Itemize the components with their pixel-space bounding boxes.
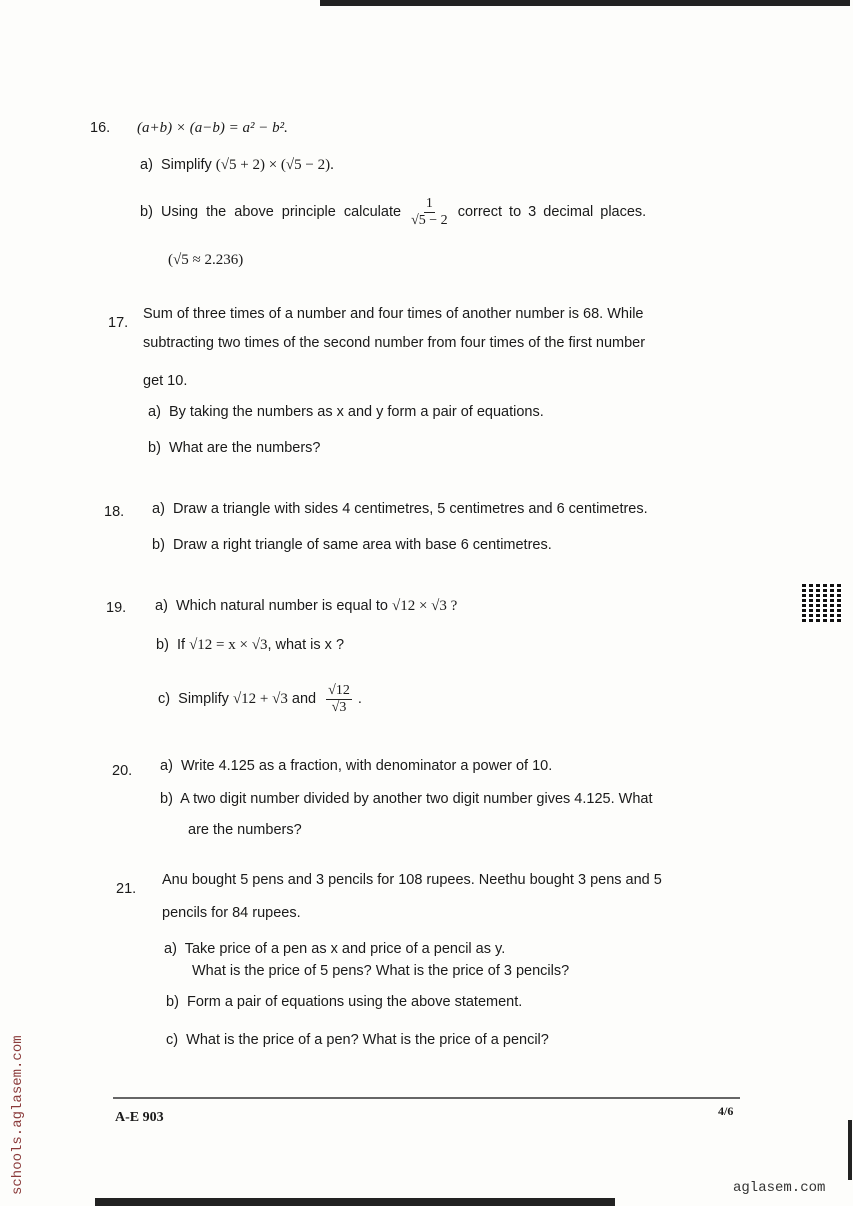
q16-b-text2: correct to 3 decimal places. bbox=[457, 204, 647, 220]
q16-a-label: a) bbox=[140, 157, 153, 173]
fraction-numerator: 1 bbox=[425, 195, 433, 211]
q18-b bbox=[152, 536, 552, 554]
q21-line-1: Anu bought 5 pens and 3 pencils for 108 rupees. Neethu bought 3 pens and 5 bbox=[162, 872, 662, 888]
paper-code: A-E 903 bbox=[115, 1110, 164, 1125]
q17-a-text: By taking the numbers as x and y form a pair of equations. bbox=[168, 404, 544, 420]
q19-c-text: Simplify bbox=[178, 691, 229, 707]
q16-b-label: b) bbox=[140, 204, 153, 220]
q20-number: 20. bbox=[112, 763, 133, 779]
q16-a bbox=[140, 156, 334, 174]
q19-a-label: a) bbox=[155, 598, 168, 614]
q21-a-line-1: Take price of a pen as x and price of a pencil as y. bbox=[184, 941, 506, 957]
q17-b bbox=[148, 439, 321, 457]
side-watermark: schools.aglasem.com bbox=[10, 1035, 26, 1195]
q16-hint: (√5 ≈ 2.236) bbox=[168, 252, 244, 268]
scan-edge-bottom bbox=[95, 1198, 615, 1206]
fraction-denominator: √5 − 2 bbox=[411, 212, 448, 228]
q21-line-2: pencils for 84 rupees. bbox=[162, 905, 301, 921]
q18-b-label: b) bbox=[152, 537, 165, 553]
q16-a-text: Simplify bbox=[160, 157, 212, 173]
q16-number: 16. bbox=[90, 120, 111, 136]
q17-a bbox=[148, 403, 544, 421]
q18-b-text: Draw a right triangle of same area with base 6 centimetres. bbox=[172, 537, 552, 553]
q19-c-end: . bbox=[357, 691, 362, 707]
q19-number: 19. bbox=[106, 600, 127, 616]
qr-code-icon bbox=[802, 582, 842, 622]
q17-line-1: Sum of three times of a number and four times of another number is 68. While bbox=[143, 306, 644, 322]
q21-b bbox=[166, 993, 522, 1011]
q18-number: 18. bbox=[104, 504, 125, 520]
q21-c bbox=[166, 1031, 549, 1049]
q21-a-line-2: What is the price of 5 pens? What is the price of 3 pencils? bbox=[192, 963, 570, 979]
q21-b-text: Form a pair of equations using the above statement. bbox=[186, 994, 523, 1010]
q19-b-label: b) bbox=[156, 637, 169, 653]
q20-b-label: b) bbox=[160, 791, 173, 807]
q19-c-and: and bbox=[291, 691, 317, 707]
q18-a-text: Draw a triangle with sides 4 centimetres, 5 centimetres and 6 centimetres. bbox=[172, 501, 648, 517]
q16-a-math: (√5 + 2) × (√5 − 2). bbox=[215, 157, 334, 173]
q21-a bbox=[164, 940, 505, 958]
q18-a bbox=[152, 500, 648, 518]
q19-a-math: √12 × √3 ? bbox=[391, 598, 458, 614]
q17-b-label: b) bbox=[148, 440, 161, 456]
q21-a-label: a) bbox=[164, 941, 177, 957]
q17-b-text: What are the numbers? bbox=[168, 440, 321, 456]
q17-line-2: subtracting two times of the second number from four times of the first number bbox=[143, 335, 646, 351]
q21-c-text: What is the price of a pen? What is the price of a pencil? bbox=[186, 1032, 549, 1048]
fraction-numerator: √12 bbox=[328, 682, 350, 698]
q21-b-label: b) bbox=[166, 994, 179, 1010]
scan-edge-top bbox=[320, 0, 850, 6]
q19-c-label: c) bbox=[158, 691, 171, 707]
q17-line-3: get 10. bbox=[143, 373, 188, 389]
q16-stem: (a+b) × (a−b) = a² − b². bbox=[137, 120, 288, 136]
scan-edge-right bbox=[848, 1120, 852, 1180]
page-number: 4/6 bbox=[718, 1104, 734, 1118]
q17-number: 17. bbox=[108, 315, 129, 331]
footer-rule bbox=[113, 1097, 740, 1099]
q19-b-text2: , what is x ? bbox=[267, 637, 345, 653]
q19-b-text: If bbox=[176, 637, 186, 653]
corner-watermark: aglasem.com bbox=[733, 1180, 826, 1196]
q19-a bbox=[155, 597, 457, 615]
q20-b-line-1: A two digit number divided by another two digit number gives 4.125. What bbox=[180, 791, 653, 807]
q20-a-label: a) bbox=[160, 758, 173, 774]
q20-b-line-2: are the numbers? bbox=[188, 822, 302, 838]
q21-c-label: c) bbox=[166, 1032, 179, 1048]
q18-a-label: a) bbox=[152, 501, 165, 517]
q19-c bbox=[158, 682, 362, 716]
q20-a-text: Write 4.125 as a fraction, with denominator a power of 10. bbox=[180, 758, 553, 774]
q16-b bbox=[140, 195, 646, 229]
q19-b-math: √12 = x × √3 bbox=[189, 637, 268, 653]
q19-c-fraction bbox=[326, 683, 352, 716]
q19-a-text: Which natural number is equal to bbox=[175, 598, 388, 614]
q17-a-label: a) bbox=[148, 404, 161, 420]
fraction-denominator: √3 bbox=[331, 699, 347, 715]
q19-b bbox=[156, 636, 344, 654]
q20-b bbox=[160, 790, 653, 808]
q19-c-math: √12 + √3 bbox=[232, 691, 288, 707]
q20-a bbox=[160, 757, 552, 775]
q16-b-fraction bbox=[411, 196, 448, 229]
q16-b-text: Using the above principle calculate bbox=[160, 204, 402, 220]
q21-number: 21. bbox=[116, 881, 137, 897]
